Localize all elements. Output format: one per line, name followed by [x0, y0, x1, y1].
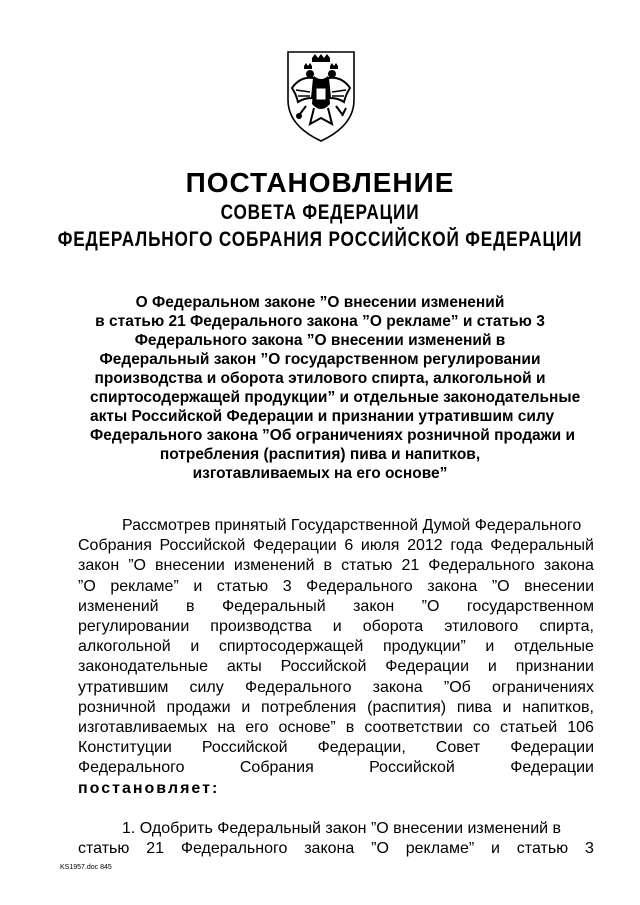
word: Федерального	[428, 557, 535, 575]
word: закона	[427, 577, 478, 595]
word: 21	[401, 557, 420, 575]
paragraph-line	[78, 577, 594, 597]
word: оборота	[362, 618, 424, 636]
document-subtitle-assembly: ФЕДЕРАЛЬНОГО СОБРАНИЯ РОССИЙСКОЙ ФЕДЕРАЦИИ	[57, 228, 583, 251]
document-subtitle-council: СОВЕТА ФЕДЕРАЦИИ	[220, 201, 420, 224]
heading-line: Федеральный закон ”О государственном регулировании	[99, 351, 541, 368]
word: основе”	[278, 719, 336, 737]
heading-line: Федерального закона ”Об ограничениях розничной продажи и	[90, 427, 576, 444]
word: потребления	[261, 698, 357, 716]
paragraph-line	[78, 758, 594, 778]
paragraph-line: 1. Одобрить Федеральный закон ”О внесении изменений в	[122, 819, 562, 837]
word: ”О	[78, 577, 96, 595]
heading-line: потребления (распития) пива и напитков,	[159, 446, 481, 463]
word: Федерации	[385, 658, 470, 676]
paragraph-line	[78, 637, 594, 657]
paragraph-line	[78, 738, 594, 758]
word: закон	[353, 597, 395, 615]
word: Федерации	[510, 759, 594, 777]
word: Российской	[280, 658, 367, 676]
word: статью	[78, 840, 130, 858]
word: отдельные	[513, 638, 594, 656]
word: в	[323, 557, 333, 575]
paragraph-line	[78, 597, 594, 617]
word: законодательные	[78, 658, 208, 676]
paragraph-line	[78, 657, 594, 677]
word: Российской	[369, 759, 455, 777]
word: алкогольной	[78, 638, 171, 656]
coat-of-arms-emblem-icon	[284, 48, 358, 144]
word: продукции”	[382, 638, 466, 656]
word: Федерации	[252, 537, 337, 555]
word: статью	[516, 840, 569, 858]
word: Совет	[435, 739, 481, 757]
word: ограничениях	[491, 678, 594, 696]
word: признании	[515, 658, 594, 676]
word: ”О	[371, 840, 389, 858]
word: Собрания	[78, 537, 152, 555]
word: Собрания	[239, 759, 314, 777]
word: года	[450, 537, 483, 555]
word: изменений	[233, 557, 315, 575]
word: июля	[360, 537, 400, 555]
word: ”О	[421, 597, 440, 615]
paragraph-line	[78, 718, 594, 738]
word: рекламе”	[405, 840, 475, 858]
word: Конституции	[78, 739, 172, 757]
paragraph-line	[78, 556, 594, 576]
word: (распития)	[367, 698, 447, 716]
paragraph-line	[78, 839, 594, 859]
word: статью	[341, 557, 393, 575]
word: Федерации	[510, 739, 594, 757]
word: 21	[146, 840, 164, 858]
heading-line: в статью 21 Федерального закона ”О рекламе” и статью 3	[95, 313, 545, 330]
footer-document-code: KS1957.doc 845	[60, 864, 112, 871]
word: и	[487, 658, 497, 676]
word: внесении	[155, 557, 225, 575]
word: 2012	[407, 537, 443, 555]
heading-line: спиртосодержащей продукции” и отдельные законодательные	[90, 389, 581, 406]
word: закона	[543, 557, 594, 575]
word: и	[485, 638, 495, 656]
word: ”О	[128, 557, 146, 575]
word: розничной	[78, 698, 156, 716]
word: производства	[210, 618, 312, 636]
word: на	[217, 719, 236, 737]
word: 106	[567, 719, 594, 737]
word: закона	[372, 678, 423, 696]
word: Федерального	[244, 678, 352, 696]
word: 3	[282, 577, 292, 595]
word: пива	[456, 698, 492, 716]
paragraph-line	[78, 678, 594, 698]
word: закон	[78, 557, 120, 575]
word: Российской	[159, 537, 246, 555]
word: и	[190, 638, 200, 656]
word: Российской	[201, 739, 288, 757]
word: спирта,	[539, 618, 594, 636]
word: внесении	[524, 577, 594, 595]
word: в	[345, 719, 355, 737]
word: статью	[216, 577, 269, 595]
heading-line: О Федеральном законе ”О внесении изменений	[135, 294, 505, 311]
word: Федерального	[78, 759, 185, 777]
word: спиртосодержащей	[218, 638, 364, 656]
word: и	[332, 618, 342, 636]
word: Федеральный	[490, 537, 594, 555]
word: 6	[344, 537, 354, 555]
word: 3	[585, 840, 594, 858]
word: и	[491, 840, 500, 858]
document-body	[78, 516, 594, 859]
heading-line: Федерального закона ”О внесении изменений в	[134, 332, 506, 349]
word: и	[502, 698, 512, 716]
word: Федерального	[180, 840, 288, 858]
decree-word: постановляет:	[78, 779, 220, 797]
word: утратившим	[78, 678, 169, 696]
word: закона	[304, 840, 355, 858]
word: Федерации,	[317, 739, 406, 757]
word: этилового	[444, 618, 519, 636]
word: изготавливаемых	[78, 719, 208, 737]
word: в	[186, 597, 195, 615]
word: его	[245, 719, 269, 737]
paragraph-line	[78, 617, 594, 637]
paragraph-line	[78, 698, 594, 718]
word: рекламе”	[110, 577, 179, 595]
word: напитков,	[522, 698, 594, 716]
law-heading	[90, 293, 581, 483]
word: силу	[189, 678, 224, 696]
word: регулировании	[78, 618, 190, 636]
word: статьей	[499, 719, 558, 737]
paragraph-line: Рассмотрев принятый Государственной Думой Федерального	[122, 517, 582, 534]
word: ”О	[491, 577, 510, 595]
word: государственном	[466, 597, 594, 615]
word: ”Об	[443, 678, 471, 696]
paragraph-line	[78, 536, 594, 556]
word: соответствии	[364, 719, 463, 737]
heading-line: акты Российской Федерации и признании утратившим силу	[90, 408, 555, 425]
heading-line: изготавливаемых на его основе”	[192, 465, 448, 482]
paragraph-spacer	[78, 799, 594, 819]
word: продажи	[166, 698, 231, 716]
word: Федерального	[306, 577, 413, 595]
word: со	[472, 719, 490, 737]
word: и	[241, 698, 251, 716]
word: и	[193, 577, 203, 595]
word: Федеральный	[221, 597, 326, 615]
word: акты	[226, 658, 262, 676]
document-title: ПОСТАНОВЛЕНИЕ	[185, 167, 455, 198]
heading-line: производства и оборота этилового спирта, алкогольной и	[94, 370, 546, 387]
word: изменений	[78, 597, 159, 615]
